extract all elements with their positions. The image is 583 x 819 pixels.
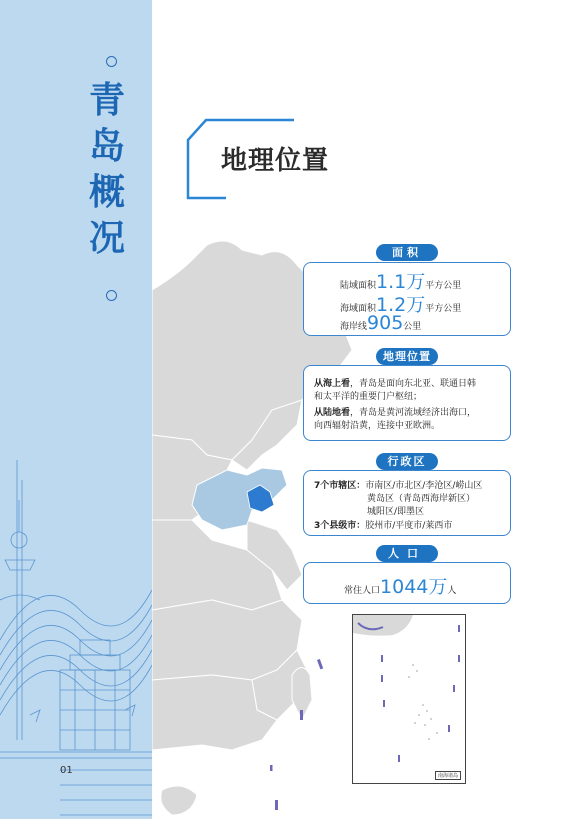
land-view-line-2: 向西辐射沿黄，连接中亚欧洲。 xyxy=(314,421,441,431)
location-pill: 地理位置 xyxy=(376,348,438,365)
admin-box xyxy=(303,470,511,536)
districts-label: 7个市辖区： xyxy=(314,481,366,491)
sea-area-label: 海域面积 xyxy=(340,304,377,314)
population-label: 常住人口 xyxy=(344,586,381,596)
cities-list: 胶州市/平度市/莱西市 xyxy=(365,521,453,531)
land-view-text-1: ，青岛是黄河流域经济出海口， xyxy=(350,408,477,418)
sea-area-unit: 平方公里 xyxy=(425,304,462,314)
districts-line-1 xyxy=(314,478,482,491)
cities-label: 3个县级市： xyxy=(314,521,366,531)
sea-view-line-2: 和太平洋的重要门户枢纽； xyxy=(314,392,423,402)
land-area-label: 陆域面积 xyxy=(340,281,377,291)
area-pill: 面积 xyxy=(376,244,438,261)
cities-line xyxy=(314,518,452,531)
land-view-lead: 从陆地看 xyxy=(314,408,351,418)
area-box xyxy=(303,262,511,336)
title-char-3: 概 xyxy=(88,172,125,213)
coastline-value: 905 xyxy=(367,312,404,334)
title-char-4: 况 xyxy=(88,218,125,259)
districts-list-1: 市南区/市北区/李沧区/崂山区 xyxy=(365,481,483,491)
districts-line-2: 黄岛区（青岛西海岸新区） xyxy=(367,494,476,504)
land-area-value: 1.1万 xyxy=(376,271,426,293)
sea-view-text-1: ，青岛是面向东北亚、联通日韩 xyxy=(350,379,477,389)
sidebar-vertical-title xyxy=(82,78,132,262)
coastline-unit: 公里 xyxy=(403,322,422,332)
sea-view-lead: 从海上看 xyxy=(314,379,351,389)
population-box xyxy=(303,562,511,604)
location-box xyxy=(303,365,511,441)
coastline-row xyxy=(340,312,421,334)
decor-circle-top xyxy=(106,56,117,67)
population-pill: 人口 xyxy=(376,545,438,562)
sea-area-value: 1.2万 xyxy=(376,294,426,316)
decor-circle-bottom xyxy=(106,290,117,301)
land-area-unit: 平方公里 xyxy=(425,281,462,291)
city-skyline-illustration xyxy=(0,440,152,819)
population-value: 1044万 xyxy=(380,576,448,598)
section-title: 地理位置 xyxy=(221,146,330,176)
coastline-label: 海岸线 xyxy=(340,322,368,332)
inset-map xyxy=(353,615,465,783)
districts-line-3: 城阳区/即墨区 xyxy=(367,507,425,517)
sea-view-line-1 xyxy=(314,376,476,389)
title-char-2: 岛 xyxy=(88,126,125,167)
page-number: 01 xyxy=(60,765,73,776)
population-unit: 人 xyxy=(447,586,457,596)
admin-pill: 行政区 xyxy=(376,453,438,470)
south-china-sea-inset xyxy=(352,614,466,784)
sidebar xyxy=(0,0,152,819)
title-char-1: 青 xyxy=(88,80,125,121)
land-view-line-1 xyxy=(314,405,476,418)
population-row xyxy=(344,572,456,599)
inset-label: 南海诸岛 xyxy=(435,771,461,780)
